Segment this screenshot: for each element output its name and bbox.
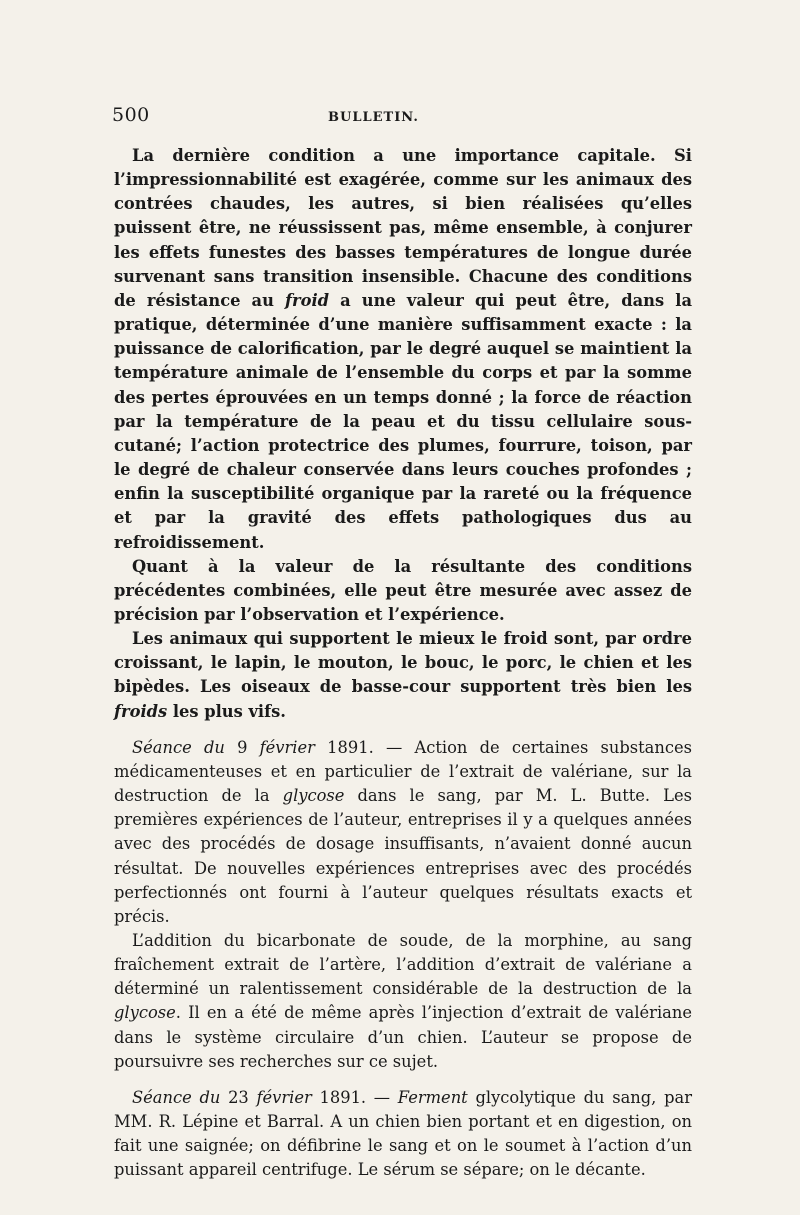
text-run: Les animaux qui supportent le mieux le froid sont, par ordre croissant, le lapin, le mouton, le bouc, le porc, le chien et les bipèdes. Les oiseaux de basse-cour supportent très bien les xyxy=(114,629,692,697)
text-run: Quant à la valeur de la résultante des conditions précédentes combinées, elle peut être mesurée avec assez de précision par l’observation et l’expérience. xyxy=(114,556,692,624)
paragraph-5 xyxy=(114,929,692,1074)
text-run: L’addition du bicarbonate de soude, de la morphine, au sang fraîchement extrait de l’artère, l’addition d’extrait de valériane a déterminé un ralentissement considérable de la destruction de la xyxy=(114,931,692,999)
text-run: glycolytique du sang, par MM. R. Lépine et Barral. A un chien bien portant et en digestion, on fait une saignée; on défibrine le sang et on le soumet à l’action d’un puissant appareil centrifuge. Le sérum se sépare; on le décante. xyxy=(114,1087,692,1180)
italic-run: glycose xyxy=(282,786,345,806)
paragraph-6 xyxy=(114,1086,692,1183)
italic-run: froid xyxy=(285,290,330,310)
text-run: La dernière condition a une importance capitale. Si l’impressionnabilité est exagérée, comme sur les animaux des contrées chaudes, les autres, si bien réalisées qu’elles puissent être, ne réussissent pas, même ensemble, à conjurer les effets funestes des basses températures de longue durée survenant sans transition insensible. Chacune des conditions de résistance au xyxy=(114,146,692,310)
italic-run: glycose xyxy=(114,1003,176,1023)
running-title: BULLETIN. xyxy=(328,110,419,125)
text-run: a une valeur qui peut être, dans la pratique, déterminée d’une manière suffisamment exacte : la puissance de calorification, par le degré auquel se maintient la température animale de l’ensemble du corps et par la somme des pertes éprouvées en un temps donné ; la force de réaction par la température de la peau et du tissu cellulaire sous-cutané; l’action protectrice des plumes, fourrure, toison, par le degré de chaleur conservée dans leurs couches profondes ; enfin la susceptibilité organique par la rareté ou la fréquence et par la gravité des effets pathologiques dus au refroidissement. xyxy=(114,290,692,552)
italic-run: février xyxy=(259,737,315,757)
text-run: 9 xyxy=(224,737,260,757)
text-run: 1891. — Action de certaines substances médicamenteuses et en particulier de l’extrait de valériane, sur la destruction de la xyxy=(114,737,692,806)
page-header xyxy=(112,104,692,134)
italic-run: froids xyxy=(114,701,168,721)
paragraph-3 xyxy=(114,627,692,724)
text-run: . Il en a été de même après l’injection d’extrait de valériane dans le système circulaire d’un chien. L’auteur se propose de poursuivre ses recherches sur ce sujet. xyxy=(114,1003,692,1071)
italic-run: Séance du xyxy=(132,1087,221,1107)
text-run: 23 xyxy=(220,1087,257,1107)
italic-run: février xyxy=(256,1087,312,1107)
body-text xyxy=(114,144,692,1183)
paragraph-1 xyxy=(114,144,692,555)
italic-run: Séance du xyxy=(132,737,225,757)
paragraph-2 xyxy=(114,555,692,627)
text-run: dans le sang, par M. L. Butte. Les premières expériences de l’auteur, entreprises il y a quelques années avec des procédés de dosage insuffisants, n’avaient donné aucun résultat. De nouvelles expériences entreprises avec des procédés perfectionnés ont fourni à l’auteur quelques résultats exacts et précis. xyxy=(114,786,692,926)
paragraph-4 xyxy=(114,736,692,929)
page-number: 500 xyxy=(112,104,150,126)
text-run: 1891. — xyxy=(311,1087,398,1107)
text-run: les plus vifs. xyxy=(167,701,286,721)
italic-run: Ferment xyxy=(397,1087,468,1107)
